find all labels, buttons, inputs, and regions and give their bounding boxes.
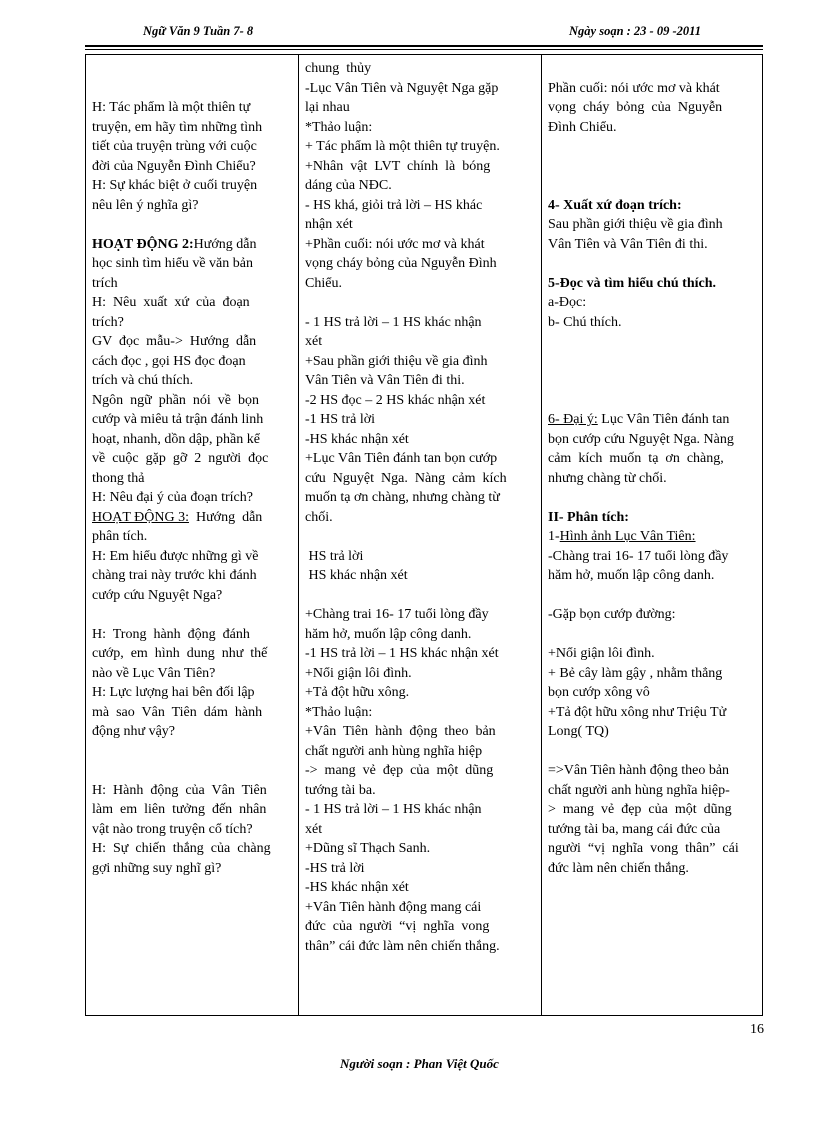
text-line — [548, 274, 756, 294]
line-text: - 1 HS trả lời – 1 HS khác nhận — [305, 314, 482, 330]
line-text: nhận xét — [305, 217, 353, 232]
text-line — [92, 391, 292, 411]
line-text: *Thảo luận: — [305, 704, 373, 720]
text-line — [305, 547, 535, 567]
text-line — [305, 254, 535, 274]
line-text: 5-Đọc và tìm hiểu chú thích. — [548, 275, 716, 291]
line-text: nào về Lục Vân Tiên? — [92, 665, 216, 681]
line-text: +Vân Tiên hành động theo bản — [305, 724, 496, 739]
text-line — [548, 176, 756, 196]
line-text: II- Phân tích: — [548, 509, 629, 525]
text-line — [548, 488, 756, 508]
line-text: +Tả đột hữu xông. — [305, 685, 410, 700]
text-line — [548, 820, 756, 840]
text-line — [92, 722, 292, 742]
text-line — [548, 547, 756, 567]
text-line — [548, 839, 756, 859]
line-text: chàng trai này trước khi đánh — [92, 568, 257, 583]
line-text: tướng tài ba. — [305, 782, 376, 798]
text-line — [305, 527, 535, 547]
text-line — [305, 469, 535, 489]
text-line — [305, 313, 535, 333]
student-activity-column — [299, 55, 542, 1016]
line-text: cướp cứu Nguyệt Nga? — [92, 587, 223, 603]
text-line — [305, 703, 535, 723]
line-text: =>Vân Tiên hành động theo bản — [548, 763, 730, 778]
page-number: 16 — [750, 1022, 764, 1037]
text-line — [548, 118, 756, 138]
line-text: -HS trả lời — [305, 860, 365, 876]
header-left: Ngữ Văn 9 Tuần 7- 8 — [143, 24, 254, 38]
line-text: +Nhân vật LVT chính là bóng — [305, 158, 491, 174]
line-text: > mang vẻ đẹp của một dũng — [548, 802, 732, 817]
text-line — [548, 781, 756, 801]
line-text: bọn cướp cứu Nguyệt Nga. Nàng — [548, 431, 734, 447]
line-text: H: Em hiểu được những gì về — [92, 548, 259, 564]
line-text: H: Hành động của Vân Tiên — [92, 782, 267, 798]
lesson-table — [85, 54, 763, 1016]
text-line — [305, 761, 535, 781]
line-text: Đình Chiểu. — [548, 119, 617, 135]
text-line — [548, 59, 756, 79]
text-line — [92, 508, 292, 528]
text-line — [548, 800, 756, 820]
text-line — [305, 371, 535, 391]
text-line — [548, 859, 756, 879]
text-line — [92, 761, 292, 781]
text-line — [305, 293, 535, 313]
line-text: truyện, em hãy tìm những tình — [92, 119, 263, 135]
text-line — [305, 79, 535, 99]
line-text: Vân Tiên và Vân Tiên đi thi. — [305, 373, 465, 388]
text-line — [548, 586, 756, 606]
text-line — [305, 430, 535, 450]
text-line — [548, 605, 756, 625]
text-line — [548, 683, 756, 703]
text-line — [305, 196, 535, 216]
text-line — [305, 800, 535, 820]
text-line — [92, 59, 292, 79]
line-text: phân tích. — [92, 529, 148, 544]
text-line — [305, 937, 535, 957]
header-rule — [85, 45, 763, 50]
line-text: hoạt, nhanh, dồn dập, phần kể — [92, 431, 260, 447]
text-line — [92, 157, 292, 177]
line-text: bọn cướp xông vô — [548, 685, 650, 700]
line-text: HS khác nhận xét — [305, 568, 408, 583]
line-text: -HS khác nhận xét — [305, 431, 409, 447]
text-line — [548, 137, 756, 157]
text-line — [92, 469, 292, 489]
author-footer: Người soạn : Phan Việt Quốc — [340, 1056, 499, 1071]
text-line — [305, 391, 535, 411]
text-line — [92, 352, 292, 372]
line-text: -Chàng trai 16- 17 tuổi lòng đầy — [548, 548, 729, 564]
text-line — [548, 391, 756, 411]
text-line — [548, 644, 756, 664]
text-line — [305, 566, 535, 586]
text-line — [305, 605, 535, 625]
text-line — [92, 430, 292, 450]
line-text: tiết của truyện trùng với cuộc — [92, 139, 257, 154]
text-line — [305, 664, 535, 684]
text-line — [92, 742, 292, 762]
line-text: vọng cháy bỏng của Nguyễn Đình — [305, 256, 497, 271]
text-line — [305, 917, 535, 937]
line-text: Ngôn ngữ phần nói về bọn — [92, 392, 260, 408]
line-text: +Nổi giận lôi đình. — [548, 646, 655, 661]
line-text: *Thảo luận: — [305, 119, 373, 135]
line-text: gợi những suy nghĩ gì? — [92, 860, 222, 876]
line-text: mà sao Vân Tiên dám hành — [92, 704, 263, 720]
text-line — [305, 722, 535, 742]
line-text-continued: Hướng dẫn — [188, 509, 263, 525]
line-text: -2 HS đọc – 2 HS khác nhận xét — [305, 392, 486, 408]
text-line — [305, 625, 535, 645]
line-text: H: Nêu xuất xứ của đoạn — [92, 295, 250, 310]
text-line — [305, 859, 535, 879]
line-text: H: Trong hành động đánh — [92, 626, 250, 642]
text-line — [92, 527, 292, 547]
text-line — [548, 449, 756, 469]
line-text: GV đọc mẫu-> Hướng dẫn — [92, 334, 257, 349]
text-line — [305, 274, 535, 294]
text-line — [548, 703, 756, 723]
line-text: Sau phần giới thiệu về gia đình — [548, 217, 723, 232]
text-line — [305, 215, 535, 235]
line-text: đức làm nên chiến thắng. — [548, 860, 689, 876]
text-line — [92, 137, 292, 157]
text-line — [305, 410, 535, 430]
line-text: tướng tài ba, mang cái đức của — [548, 821, 721, 837]
line-text: +Vân Tiên hành động mang cái — [305, 899, 482, 915]
text-line — [548, 761, 756, 781]
text-line — [92, 79, 292, 99]
line-text: +Phần cuối: nói ước mơ và khát — [305, 236, 485, 252]
text-line — [548, 157, 756, 177]
line-text: b- Chú thích. — [548, 314, 622, 330]
text-line — [92, 254, 292, 274]
text-line — [305, 235, 535, 255]
header-right: Ngày soạn : 23 - 09 -2011 — [569, 24, 701, 38]
text-line — [92, 293, 292, 313]
line-text: +Tả đột hữu xông như Triệu Tử — [548, 704, 727, 720]
text-line — [92, 547, 292, 567]
line-text: Phần cuối: nói ước mơ và khát — [548, 80, 720, 96]
line-text: hăm hở, muốn lập công danh. — [305, 626, 472, 642]
line-text: + Bẻ cây làm gậy , nhằm thẳng — [548, 665, 723, 681]
line-text: muốn tạ ơn chàng, nhưng chàng từ — [305, 490, 500, 505]
text-line — [305, 820, 535, 840]
text-line — [305, 508, 535, 528]
line-text: 1- — [548, 529, 560, 544]
line-text-continued: Lục Vân Tiên đánh tan — [597, 412, 730, 427]
text-line — [548, 371, 756, 391]
text-line — [92, 371, 292, 391]
text-line — [548, 410, 756, 430]
line-text: chối. — [305, 509, 333, 525]
line-text: trích — [92, 275, 118, 291]
line-text: thân” cái đức làm nên chiến thắng. — [305, 938, 500, 954]
text-line — [548, 527, 756, 547]
text-line — [305, 176, 535, 196]
text-line — [92, 118, 292, 138]
text-line — [92, 235, 292, 255]
line-text: xét — [305, 821, 323, 837]
text-line — [92, 644, 292, 664]
text-line — [305, 586, 535, 606]
text-line — [92, 625, 292, 645]
text-line — [305, 683, 535, 703]
text-line — [92, 664, 292, 684]
line-text: người “vị nghĩa vong thân” cái — [548, 841, 739, 856]
text-line — [92, 98, 292, 118]
text-line — [548, 742, 756, 762]
text-line — [548, 293, 756, 313]
line-text-underlined: Hình ảnh Lục Vân Tiên: — [559, 529, 696, 544]
text-line — [92, 586, 292, 606]
text-line — [92, 566, 292, 586]
line-text: lại nhau — [305, 100, 350, 115]
text-line — [305, 59, 535, 79]
text-line — [305, 878, 535, 898]
line-text: đức của người “vị nghĩa vong — [305, 919, 490, 934]
line-text: về cuộc gặp gỡ 2 người đọc — [92, 451, 269, 466]
line-text: cướp, em hình dung như thế — [92, 646, 268, 661]
line-text: -HS khác nhận xét — [305, 880, 409, 895]
text-line — [92, 683, 292, 703]
line-text: -> mang vẻ đẹp của một dũng — [305, 763, 494, 778]
text-line — [548, 722, 756, 742]
line-text: -1 HS trả lời – 1 HS khác nhận xét — [305, 646, 499, 661]
line-text: làm em liên tưởng đến nhân — [92, 802, 267, 817]
text-line — [92, 839, 292, 859]
text-line — [92, 176, 292, 196]
text-line — [548, 664, 756, 684]
line-text: +Chàng trai 16- 17 tuổi lòng đầy — [305, 607, 489, 622]
text-line — [548, 508, 756, 528]
teacher-activity-column — [86, 55, 299, 1016]
line-text: hăm hở, muốn lập công danh. — [548, 568, 715, 583]
line-text: Vân Tiên và Vân Tiên đi thi. — [548, 236, 708, 252]
line-text: chất người anh hùng nghĩa hiệp- — [548, 782, 730, 798]
line-text: +Nổi giận lôi đình. — [305, 665, 412, 681]
content-column — [542, 55, 763, 1016]
text-line — [548, 469, 756, 489]
text-line — [305, 449, 535, 469]
text-line — [305, 898, 535, 918]
text-line — [92, 332, 292, 352]
text-line — [548, 79, 756, 99]
text-line — [92, 820, 292, 840]
text-line — [548, 566, 756, 586]
line-text: trích và chú thích. — [92, 373, 194, 388]
text-line — [92, 859, 292, 879]
line-text: a-Đọc: — [548, 295, 587, 310]
text-line — [92, 703, 292, 723]
text-line — [92, 488, 292, 508]
line-text: vật nào trong truyện cổ tích? — [92, 821, 253, 837]
text-line — [548, 625, 756, 645]
line-text: nhưng chàng từ chối. — [548, 470, 667, 486]
text-line — [305, 332, 535, 352]
line-text: cảm kích muốn tạ ơn chàng, — [548, 451, 724, 466]
text-line — [305, 118, 535, 138]
line-text: nêu lên ý nghĩa gì? — [92, 197, 199, 213]
line-text: chung thủy — [305, 61, 372, 76]
line-text: động như vậy? — [92, 724, 176, 739]
line-text: H: Sự khác biệt ở cuối truyện — [92, 178, 258, 193]
line-text: +Lục Vân Tiên đánh tan bọn cướp — [305, 451, 498, 466]
line-text: vọng cháy bỏng của Nguyễn — [548, 100, 723, 115]
line-text: đời của Nguyễn Đình Chiểu? — [92, 158, 256, 174]
text-line — [92, 274, 292, 294]
text-line — [92, 410, 292, 430]
table-row — [86, 55, 763, 1016]
text-line — [92, 800, 292, 820]
text-line — [305, 742, 535, 762]
line-text: 6- Đại ý: — [548, 412, 598, 427]
text-line — [305, 157, 535, 177]
line-text: +Dũng sĩ Thạch Sanh. — [305, 841, 431, 856]
line-text: chất người anh hùng nghĩa hiệp — [305, 743, 483, 759]
text-line — [92, 605, 292, 625]
line-text: H: Lực lượng hai bên đối lập — [92, 685, 255, 700]
line-text: Long( TQ) — [548, 724, 609, 739]
line-text: + Tác phẩm là một thiên tự truyện. — [305, 139, 500, 154]
line-text: - HS khá, giỏi trả lời – HS khác — [305, 197, 483, 213]
line-text: -Gặp bọn cướp đường: — [548, 607, 676, 622]
text-line — [548, 332, 756, 352]
line-text: +Sau phần giới thiệu về gia đình — [305, 353, 488, 369]
text-line — [305, 488, 535, 508]
line-text: H: Sự chiến thắng của chàng — [92, 841, 271, 856]
text-line — [305, 352, 535, 372]
line-text: cứu Nguyệt Nga. Nàng cảm kích — [305, 470, 507, 486]
text-line — [92, 781, 292, 801]
line-text: học sinh tìm hiểu về văn bản — [92, 256, 253, 271]
text-line — [305, 98, 535, 118]
line-text: thong thả — [92, 470, 145, 486]
line-text: cướp và miêu tả trận đánh linh — [92, 412, 264, 427]
text-line — [548, 235, 756, 255]
text-line — [92, 449, 292, 469]
text-line — [305, 781, 535, 801]
line-text: -Lục Vân Tiên và Nguyệt Nga gặp — [305, 80, 499, 96]
line-text: HS trả lời — [305, 548, 364, 564]
text-line — [548, 352, 756, 372]
text-line — [548, 215, 756, 235]
text-line — [548, 430, 756, 450]
line-text: 4- Xuất xứ đoạn trích: — [548, 197, 682, 213]
line-text: xét — [305, 334, 323, 349]
line-text: H: Tác phẩm là một thiên tự — [92, 100, 251, 115]
line-text: HOẠT ĐỘNG 3: — [92, 509, 189, 525]
line-text: HOẠT ĐỘNG 2: — [92, 236, 194, 252]
line-text: Chiểu. — [305, 275, 342, 291]
text-line — [305, 839, 535, 859]
text-line — [92, 196, 292, 216]
line-text: -1 HS trả lời — [305, 412, 376, 427]
text-line — [548, 98, 756, 118]
line-text-continued: Hướng dẫn — [193, 236, 257, 252]
line-text: dáng của NĐC. — [305, 178, 392, 193]
text-line — [305, 137, 535, 157]
line-text: cách đọc , gọi HS đọc đoạn — [92, 353, 246, 369]
line-text: trích? — [92, 314, 124, 330]
text-line — [92, 313, 292, 333]
text-line — [92, 215, 292, 235]
text-line — [548, 313, 756, 333]
text-line — [548, 196, 756, 216]
line-text: - 1 HS trả lời – 1 HS khác nhận — [305, 802, 482, 817]
text-line — [305, 644, 535, 664]
text-line — [548, 254, 756, 274]
line-text: H: Nêu đại ý của đoạn trích? — [92, 490, 253, 505]
